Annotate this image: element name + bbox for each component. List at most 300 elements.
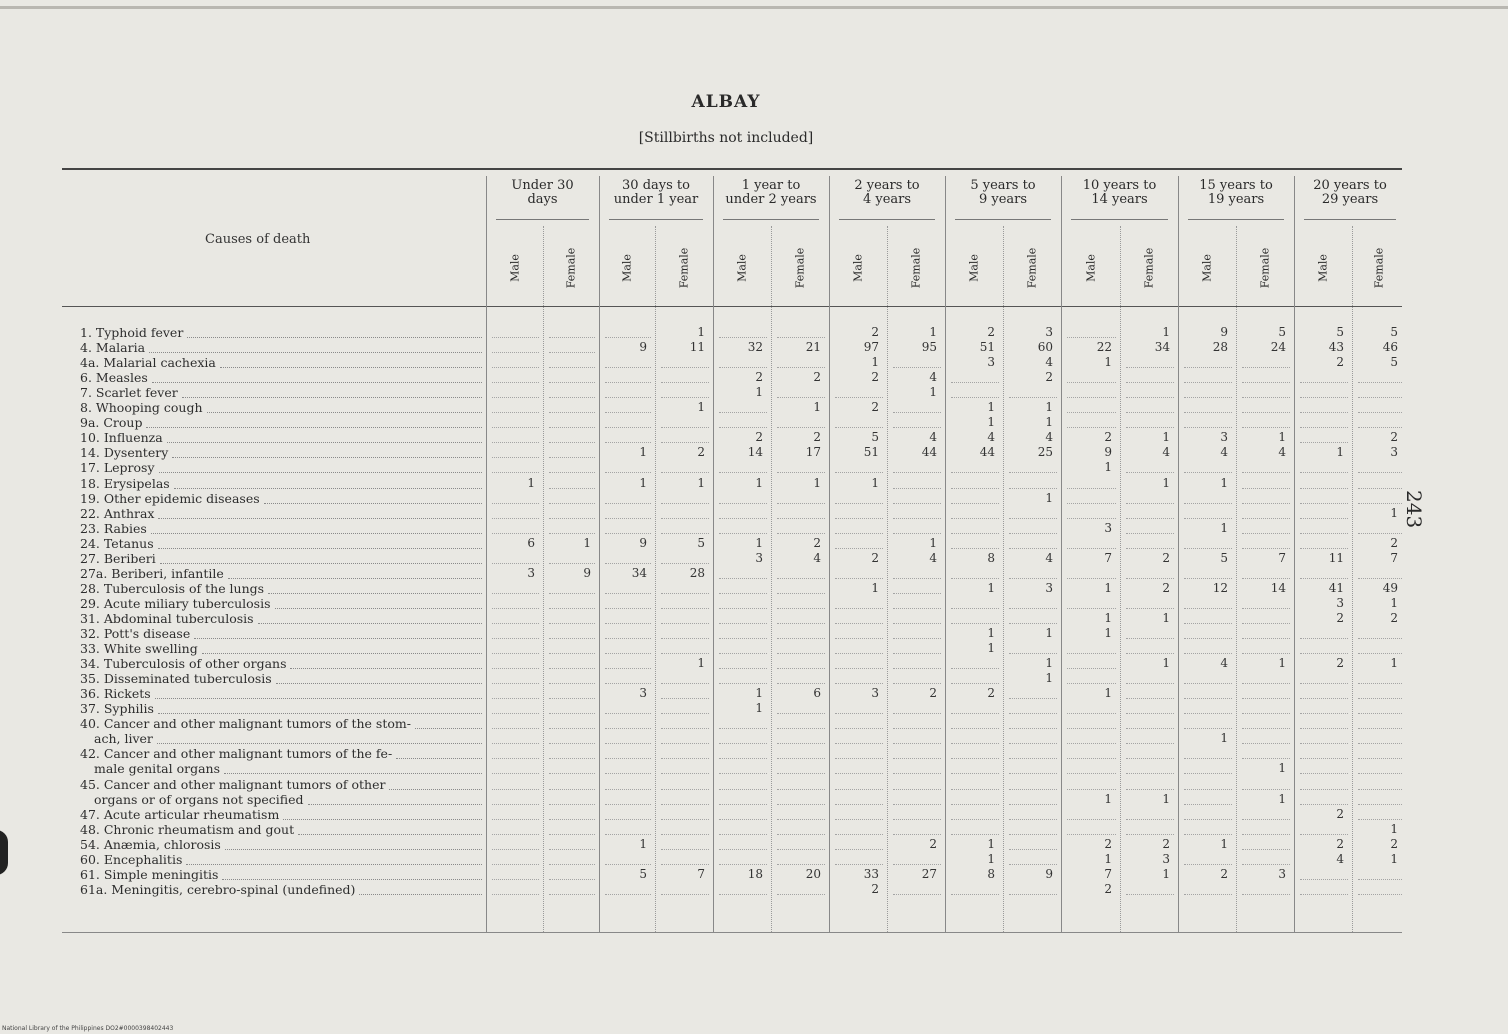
empty-cell-dots (1300, 653, 1348, 654)
leader-dots (224, 773, 482, 774)
empty-cell-dots (719, 773, 767, 774)
footer-credit: National Library of the Philippines DO2#0000398402443 (2, 1025, 174, 1032)
empty-cell-dots (1009, 789, 1057, 790)
empty-cell-dots (492, 879, 539, 880)
data-cell: 43 (1328, 340, 1344, 355)
empty-cell-dots (719, 819, 767, 820)
empty-cell-dots (1067, 713, 1116, 714)
empty-cell-dots (951, 503, 999, 504)
data-cell: 1 (1220, 475, 1228, 490)
age-group-header (713, 179, 829, 207)
female-column-header: Female (677, 247, 691, 289)
empty-cell-dots (719, 743, 767, 744)
age-group-header (486, 179, 599, 207)
data-cell: 4 (987, 430, 995, 445)
data-cell: 44 (921, 445, 937, 460)
empty-cell-dots (893, 412, 941, 413)
cause-text: 29. Acute miliary tuberculosis (80, 595, 271, 611)
cause-label (80, 537, 156, 551)
empty-cell-dots (777, 578, 825, 579)
column-rule (599, 176, 600, 932)
data-cell: 1 (929, 385, 937, 400)
empty-cell-dots (549, 367, 595, 368)
data-cell: 6 (527, 535, 535, 550)
cause-label (80, 627, 192, 641)
data-cell: 12 (1212, 580, 1228, 595)
empty-cell-dots (549, 638, 595, 639)
data-cell: 2 (1390, 836, 1398, 851)
empty-cell-dots (1126, 367, 1174, 368)
data-cell: 8 (987, 550, 995, 565)
cause-text: 34. Tuberculosis of other organs (80, 656, 287, 672)
empty-cell-dots (1009, 713, 1057, 714)
empty-cell-dots (1184, 683, 1232, 684)
data-cell: 14 (747, 445, 763, 460)
empty-cell-dots (893, 653, 941, 654)
age-group-line2: 29 years (1321, 192, 1379, 207)
table-top-rule (62, 168, 1402, 170)
data-cell: 3 (755, 550, 763, 565)
empty-cell-dots (951, 397, 999, 398)
empty-cell-dots (1184, 397, 1232, 398)
data-cell: 17 (805, 445, 821, 460)
data-cell: 6 (813, 686, 821, 701)
data-cell: 1 (987, 580, 995, 595)
empty-cell-dots (1184, 653, 1232, 654)
empty-cell-dots (492, 653, 539, 654)
empty-cell-dots (492, 518, 539, 519)
empty-cell-dots (549, 427, 595, 428)
empty-cell-dots (549, 593, 595, 594)
data-cell: 1 (1104, 686, 1112, 701)
empty-cell-dots (549, 773, 595, 774)
empty-cell-dots (719, 518, 767, 519)
leader-dots (155, 698, 482, 699)
age-group-header (1294, 179, 1406, 207)
empty-cell-dots (1126, 758, 1174, 759)
data-cell: 2 (929, 686, 937, 701)
data-cell: 20 (805, 866, 821, 881)
age-group-line1: 15 years to (1199, 178, 1273, 193)
empty-cell-dots (777, 608, 825, 609)
empty-cell-dots (1067, 608, 1116, 609)
leader-dots (308, 804, 482, 805)
empty-cell-dots (719, 608, 767, 609)
empty-cell-dots (492, 683, 539, 684)
data-cell: 97 (863, 340, 879, 355)
empty-cell-dots (1067, 397, 1116, 398)
empty-cell-dots (661, 683, 709, 684)
empty-cell-dots (1009, 472, 1057, 473)
age-group-line1: 2 years to (854, 178, 920, 193)
data-cell: 2 (697, 445, 705, 460)
data-cell: 1 (1162, 866, 1170, 881)
empty-cell-dots (1009, 743, 1057, 744)
empty-cell-dots (1126, 427, 1174, 428)
data-cell: 5 (1336, 325, 1344, 339)
empty-cell-dots (605, 834, 651, 835)
cause-text: 47. Acute articular rheumatism (80, 806, 280, 822)
data-cell: 4 (1162, 445, 1170, 460)
empty-cell-dots (605, 773, 651, 774)
data-cell: 24 (1270, 340, 1286, 355)
data-cell: 7 (1278, 550, 1286, 565)
empty-cell-dots (605, 518, 651, 519)
column-rule (1061, 176, 1062, 932)
empty-cell-dots (951, 623, 999, 624)
empty-cell-dots (835, 578, 883, 579)
empty-cell-dots (549, 457, 595, 458)
empty-cell-dots (1184, 548, 1232, 549)
empty-cell-dots (492, 758, 539, 759)
empty-cell-dots (605, 638, 651, 639)
cause-label (80, 717, 413, 731)
causes-header: Causes of death (205, 232, 311, 247)
leader-dots (359, 894, 482, 895)
empty-cell-dots (719, 337, 767, 338)
empty-cell-dots (1242, 683, 1290, 684)
cause-label (80, 446, 170, 460)
data-cell: 2 (987, 686, 995, 701)
empty-cell-dots (1300, 713, 1348, 714)
column-rule (829, 176, 830, 932)
empty-cell-dots (777, 518, 825, 519)
data-cell: 49 (1382, 580, 1398, 595)
male-column-header: Male (1084, 254, 1097, 282)
empty-cell-dots (951, 472, 999, 473)
data-cell: 34 (1154, 340, 1170, 355)
empty-cell-dots (835, 864, 883, 865)
empty-cell-dots (1067, 834, 1116, 835)
empty-cell-dots (605, 623, 651, 624)
empty-cell-dots (1242, 427, 1290, 428)
data-cell: 3 (639, 686, 647, 701)
empty-cell-dots (835, 548, 883, 549)
cause-text: 27a. Beriberi, infantile (80, 565, 224, 581)
empty-cell-dots (777, 623, 825, 624)
cause-label (80, 687, 153, 701)
data-cell: 4 (1220, 445, 1228, 460)
empty-cell-dots (719, 683, 767, 684)
data-cell: 3 (1104, 520, 1112, 535)
data-cell: 1 (1162, 475, 1170, 490)
empty-cell-dots (492, 382, 539, 383)
data-cell: 2 (813, 535, 821, 550)
cause-label (80, 386, 180, 400)
cause-text: 9a. Croup (80, 415, 143, 431)
empty-cell-dots (893, 503, 941, 504)
empty-cell-dots (1067, 773, 1116, 774)
data-cell: 8 (987, 866, 995, 881)
data-cell: 2 (813, 430, 821, 445)
empty-cell-dots (1242, 518, 1290, 519)
empty-cell-dots (1184, 367, 1232, 368)
age-group-line2: 14 years (1091, 192, 1148, 207)
empty-cell-dots (605, 728, 651, 729)
empty-cell-dots (1242, 819, 1290, 820)
column-rule (1003, 226, 1004, 932)
empty-cell-dots (893, 593, 941, 594)
data-cell: 1 (987, 400, 995, 415)
empty-cell-dots (1300, 518, 1348, 519)
empty-cell-dots (605, 367, 651, 368)
empty-cell-dots (951, 758, 999, 759)
empty-cell-dots (719, 728, 767, 729)
empty-cell-dots (1358, 819, 1402, 820)
empty-cell-dots (719, 653, 767, 654)
empty-cell-dots (719, 623, 767, 624)
empty-cell-dots (1242, 397, 1290, 398)
empty-cell-dots (1300, 548, 1348, 549)
empty-cell-dots (719, 638, 767, 639)
data-cell: 1 (755, 535, 763, 550)
data-cell: 4 (929, 430, 937, 445)
data-cell: 2 (871, 400, 879, 415)
cause-text: 54. Anæmia, chlorosis (80, 836, 221, 852)
cause-text: 10. Influenza (80, 430, 163, 446)
cause-text: 7. Scarlet fever (80, 385, 178, 401)
empty-cell-dots (1358, 698, 1402, 699)
cause-text: ach, liver (94, 731, 153, 747)
empty-cell-dots (719, 533, 767, 534)
empty-cell-dots (661, 743, 709, 744)
data-cell: 5 (1220, 550, 1228, 565)
empty-cell-dots (549, 894, 595, 895)
data-cell: 2 (1162, 550, 1170, 565)
cause-text: 14. Dysentery (80, 445, 169, 461)
empty-cell-dots (549, 382, 595, 383)
age-group-line2: 19 years (1207, 192, 1265, 207)
empty-cell-dots (777, 713, 825, 714)
empty-cell-dots (492, 472, 539, 473)
data-cell: 4 (1045, 430, 1053, 445)
empty-cell-dots (492, 608, 539, 609)
empty-cell-dots (777, 773, 825, 774)
data-cell: 22 (1096, 340, 1112, 355)
empty-cell-dots (835, 789, 883, 790)
empty-cell-dots (1009, 548, 1057, 549)
data-cell: 1 (1278, 791, 1286, 806)
data-cell: 14 (1270, 580, 1286, 595)
empty-cell-dots (1126, 578, 1174, 579)
empty-cell-dots (492, 337, 539, 338)
leader-dots (290, 668, 482, 669)
empty-cell-dots (951, 819, 999, 820)
leader-dots (225, 849, 482, 850)
data-cell: 18 (747, 866, 763, 881)
cause-text: 18. Erysipelas (80, 475, 170, 491)
empty-cell-dots (1009, 894, 1057, 895)
data-cell: 2 (813, 370, 821, 385)
empty-cell-dots (1009, 578, 1057, 579)
empty-cell-dots (1300, 578, 1348, 579)
data-cell: 1 (1390, 851, 1398, 866)
data-cell: 1 (639, 445, 647, 460)
empty-cell-dots (1358, 758, 1402, 759)
empty-cell-dots (605, 668, 651, 669)
cause-label (80, 672, 274, 686)
empty-cell-dots (605, 412, 651, 413)
empty-cell-dots (777, 864, 825, 865)
empty-cell-dots (492, 563, 539, 564)
empty-cell-dots (777, 758, 825, 759)
data-cell: 1 (583, 535, 591, 550)
data-cell: 1 (987, 851, 995, 866)
empty-cell-dots (1126, 412, 1174, 413)
empty-cell-dots (549, 804, 595, 805)
empty-cell-dots (1242, 743, 1290, 744)
empty-cell-dots (1009, 533, 1057, 534)
cause-text: 40. Cancer and other malignant tumors of the stom- (80, 716, 411, 732)
data-cell: 2 (1162, 580, 1170, 595)
empty-cell-dots (549, 503, 595, 504)
cause-label (80, 461, 157, 475)
empty-cell-dots (777, 638, 825, 639)
data-cell: 2 (1336, 656, 1344, 671)
data-cell: 11 (1328, 550, 1344, 565)
empty-cell-dots (719, 578, 767, 579)
column-rule (771, 226, 772, 932)
empty-cell-dots (549, 713, 595, 714)
empty-cell-dots (719, 412, 767, 413)
leader-dots (264, 503, 482, 504)
empty-cell-dots (1009, 728, 1057, 729)
empty-cell-dots (835, 397, 883, 398)
empty-cell-dots (777, 472, 825, 473)
data-cell: 4 (813, 550, 821, 565)
leader-dots (157, 743, 482, 744)
empty-cell-dots (1009, 849, 1057, 850)
empty-cell-dots (661, 894, 709, 895)
empty-cell-dots (777, 834, 825, 835)
empty-cell-dots (951, 533, 999, 534)
empty-cell-dots (492, 834, 539, 835)
empty-cell-dots (835, 533, 883, 534)
empty-cell-dots (605, 683, 651, 684)
column-rule (1178, 176, 1179, 932)
empty-cell-dots (492, 503, 539, 504)
data-cell: 2 (1336, 610, 1344, 625)
data-cell: 32 (747, 340, 763, 355)
empty-cell-dots (1242, 728, 1290, 729)
leader-dots (228, 578, 482, 579)
empty-cell-dots (661, 367, 709, 368)
empty-cell-dots (549, 518, 595, 519)
data-cell: 1 (1278, 430, 1286, 445)
empty-cell-dots (777, 668, 825, 669)
data-cell: 9 (639, 535, 647, 550)
empty-cell-dots (1067, 503, 1116, 504)
empty-cell-dots (1126, 533, 1174, 534)
empty-cell-dots (1242, 789, 1290, 790)
cause-label (80, 552, 158, 566)
empty-cell-dots (1358, 894, 1402, 895)
empty-cell-dots (719, 668, 767, 669)
empty-cell-dots (835, 608, 883, 609)
empty-cell-dots (1067, 668, 1116, 669)
empty-cell-dots (492, 804, 539, 805)
data-cell: 1 (813, 400, 821, 415)
data-cell: 1 (1162, 610, 1170, 625)
data-cell: 2 (1336, 836, 1344, 851)
empty-cell-dots (605, 653, 651, 654)
empty-cell-dots (1300, 879, 1348, 880)
data-cell: 1 (1045, 400, 1053, 415)
empty-cell-dots (1067, 819, 1116, 820)
leader-dots (187, 337, 482, 338)
data-cell: 3 (1390, 445, 1398, 460)
cause-text: 23. Rabies (80, 520, 147, 536)
empty-cell-dots (1184, 804, 1232, 805)
data-cell: 2 (755, 370, 763, 385)
empty-cell-dots (1358, 713, 1402, 714)
empty-cell-dots (893, 758, 941, 759)
empty-cell-dots (605, 593, 651, 594)
empty-cell-dots (1184, 412, 1232, 413)
empty-cell-dots (1242, 488, 1290, 489)
empty-cell-dots (893, 894, 941, 895)
empty-cell-dots (777, 789, 825, 790)
cause-text: 28. Tuberculosis of the lungs (80, 580, 265, 596)
data-cell: 7 (1104, 866, 1112, 881)
age-group-line1: 1 year to (741, 178, 801, 193)
cause-label (80, 341, 147, 355)
empty-cell-dots (1009, 653, 1057, 654)
data-cell: 9 (583, 565, 591, 580)
empty-cell-dots (549, 819, 595, 820)
data-cell: 3 (1278, 866, 1286, 881)
leader-dots (172, 457, 482, 458)
cause-label (80, 838, 223, 852)
cause-text: 17. Leprosy (80, 460, 155, 476)
cause-label (80, 326, 185, 340)
female-column-header: Female (909, 247, 923, 289)
empty-cell-dots (1242, 864, 1290, 865)
empty-cell-dots (549, 472, 595, 473)
empty-cell-dots (719, 894, 767, 895)
empty-cell-dots (1358, 728, 1402, 729)
leader-dots (167, 442, 482, 443)
empty-cell-dots (719, 503, 767, 504)
empty-cell-dots (1358, 578, 1402, 579)
leader-dots (396, 758, 482, 759)
age-group-line1: 30 days to (622, 178, 690, 193)
data-cell: 4 (1278, 445, 1286, 460)
empty-cell-dots (951, 608, 999, 609)
empty-cell-dots (1126, 608, 1174, 609)
empty-cell-dots (719, 593, 767, 594)
empty-cell-dots (835, 834, 883, 835)
empty-cell-dots (492, 773, 539, 774)
empty-cell-dots (1300, 638, 1348, 639)
data-cell: 5 (639, 866, 647, 881)
empty-cell-dots (605, 713, 651, 714)
data-cell: 5 (697, 535, 705, 550)
empty-cell-dots (1184, 758, 1232, 759)
empty-cell-dots (1126, 894, 1174, 895)
age-group-underline (723, 219, 819, 220)
data-cell: 2 (1045, 370, 1053, 385)
empty-cell-dots (1358, 472, 1402, 473)
empty-cell-dots (1067, 578, 1116, 579)
cause-label (80, 582, 266, 596)
cause-label (80, 416, 144, 430)
leader-dots (158, 713, 482, 714)
empty-cell-dots (549, 758, 595, 759)
empty-cell-dots (1242, 698, 1290, 699)
scan-edge-line (0, 6, 1508, 9)
empty-cell-dots (492, 864, 539, 865)
